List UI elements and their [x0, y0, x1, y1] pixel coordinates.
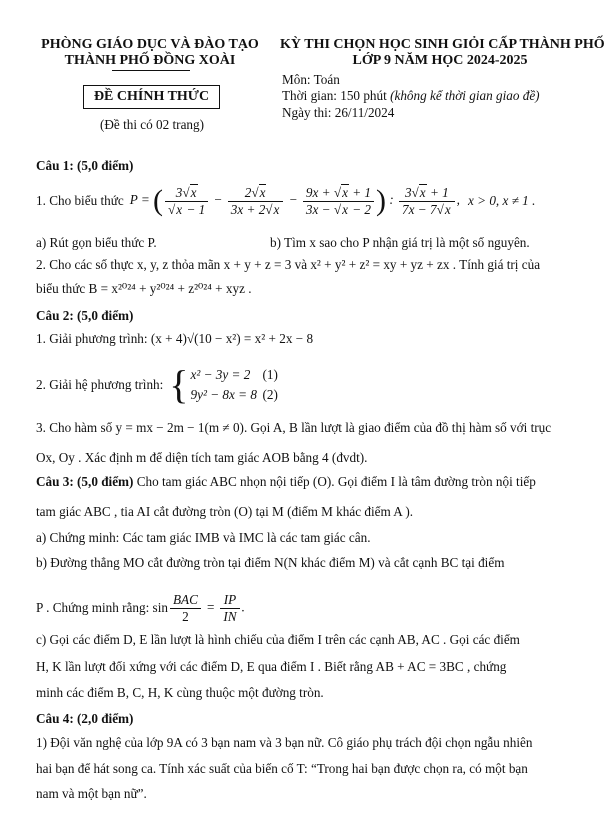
org-name-line2: THÀNH PHỐ ĐỒNG XOÀI [64, 53, 236, 68]
q2-eq1-tag: (1) [262, 367, 278, 382]
org-name-line1: PHÒNG GIÁO DỤC VÀ ĐÀO TẠO [41, 37, 259, 52]
q3-intro-text: Cho tam giác ABC nhọn nội tiếp (O). Gọi điểm I là tâm đường tròn nội tiếp [133, 474, 536, 489]
q1-expression-line [36, 176, 535, 226]
q2-eq2-tag: (2) [262, 387, 278, 402]
q4-p1-line2: hai bạn để hát song ca. Tính xác suất của biến cố T: “Trong hai bạn được chọn ra, có một bạn [36, 761, 528, 776]
q2-system-intro: 2. Giải hệ phương trình: [36, 377, 164, 392]
exam-date: Ngày thi: 26/11/2024 [282, 105, 395, 120]
q1-expression-intro: 1. Cho biểu thức [36, 193, 124, 208]
official-stamp-box [83, 85, 220, 109]
official-label: ĐỀ CHÍNH THỨC [93, 89, 210, 104]
q4-p1-line1: 1) Đội văn nghệ của lớp 9A có 3 bạn nam và 3 bạn nữ. Cô giáo phụ trách đội chọn ngẫu nhiên [36, 735, 533, 750]
q2-system-line [36, 363, 278, 407]
pages-note: (Đề thi có 02 trang) [100, 117, 204, 132]
exam-time [282, 88, 540, 104]
q3-part-b-text: P . Chứng minh rằng: sin [36, 600, 168, 615]
q2-eq1: x² − 3y = 2 [190, 367, 251, 382]
q4-p1-line3: nam và một bạn nữ”. [36, 786, 147, 801]
q3-title: Câu 3: (5,0 điểm) [36, 474, 134, 489]
q2-p3-line2: Ox, Oy . Xác định m để diện tích tam giác AOB bằng 4 (đvdt). [36, 450, 368, 465]
exam-grade: LỚP 9 NĂM HỌC 2024-2025 [352, 53, 528, 68]
exam-time-label: Thời gian: 150 phút [282, 88, 391, 103]
q1-expression: P = ( $\frac{3√x}{√x - 1}$ − $\frac{2√x}{3x + 2√x}$ − $\frac{9x + √x + 1}{3x - √x - 2}$ ) : $\frac{3√x + 1}{7x - 7√x}$ , [129, 184, 460, 217]
q1-p2-line2: biểu thức B = x²⁰²⁴ + y²⁰²⁴ + z²⁰²⁴ + xyz . [36, 281, 252, 296]
q3-intro-line2: tam giác ABC , tia AI cắt đường tròn (O) tại M (điểm M khác điểm A ). [36, 504, 414, 519]
q2-title: Câu 2: (5,0 điểm) [36, 308, 134, 323]
q1-part-a: a) Rút gọn biểu thức P. [36, 235, 157, 250]
q1-part-b: b) Tìm x sao cho P nhận giá trị là một số nguyên. [270, 235, 530, 250]
q1-title: Câu 1: (5,0 điểm) [36, 158, 134, 173]
q1-p2-line1: 2. Cho các số thực x, y, z thỏa mãn x + y + z = 3 và x² + y² + z² = xy + yz + zx . Tính giá trị của [36, 257, 541, 272]
q3-part-c-line2: H, K lần lượt đối xứng với các điểm D, E qua điểm I . Biết rằng AB + AC = 3BC , chứng [36, 659, 507, 674]
q3-part-b-line2 [36, 588, 245, 628]
exam-title: KỲ THI CHỌN HỌC SINH GIỎI CẤP THÀNH PHỐ [280, 37, 605, 52]
exam-time-note: (không kể thời gian giao đề) [390, 88, 540, 103]
q1-condition: x > 0, x ≠ 1 . [467, 193, 536, 208]
q2-eq2: 9y² − 8x = 8 [190, 387, 257, 402]
q3-part-b-line1: b) Đường thẳng MO cắt đường tròn tại điểm N(N khác điểm M) và cắt cạnh BC tại điểm [36, 555, 505, 570]
q2-p3-line1: 3. Cho hàm số y = mx − 2m − 1(m ≠ 0). Gọi A, B lần lượt là giao điểm của đồ thị hàm số với trục [36, 420, 552, 435]
org-underline [112, 70, 190, 71]
system-brace-icon: { [169, 362, 189, 407]
q3-part-c-line1: c) Gọi các điểm D, E lần lượt là hình chiếu của điểm I trên các cạnh AB, AC . Gọi các điểm [36, 632, 520, 647]
q2-system [191, 365, 278, 405]
q3-part-a: a) Chứng minh: Các tam giác IMB và IMC là các tam giác cân. [36, 530, 371, 545]
q3-part-c-line3: minh các điểm B, C, H, K cùng thuộc một đường tròn. [36, 685, 324, 700]
q3-part-b-formula: $\frac{\text{BAC}}{2}$ = $\frac{IP}{IN}$ . [168, 592, 245, 625]
q4-title: Câu 4: (2,0 điểm) [36, 711, 134, 726]
q3-intro-line1 [36, 474, 536, 490]
q2-equation: 1. Giải phương trình: (x + 4)√(10 − x²) = x² + 2x − 8 [36, 331, 314, 346]
exam-subject: Môn: Toán [282, 72, 340, 87]
